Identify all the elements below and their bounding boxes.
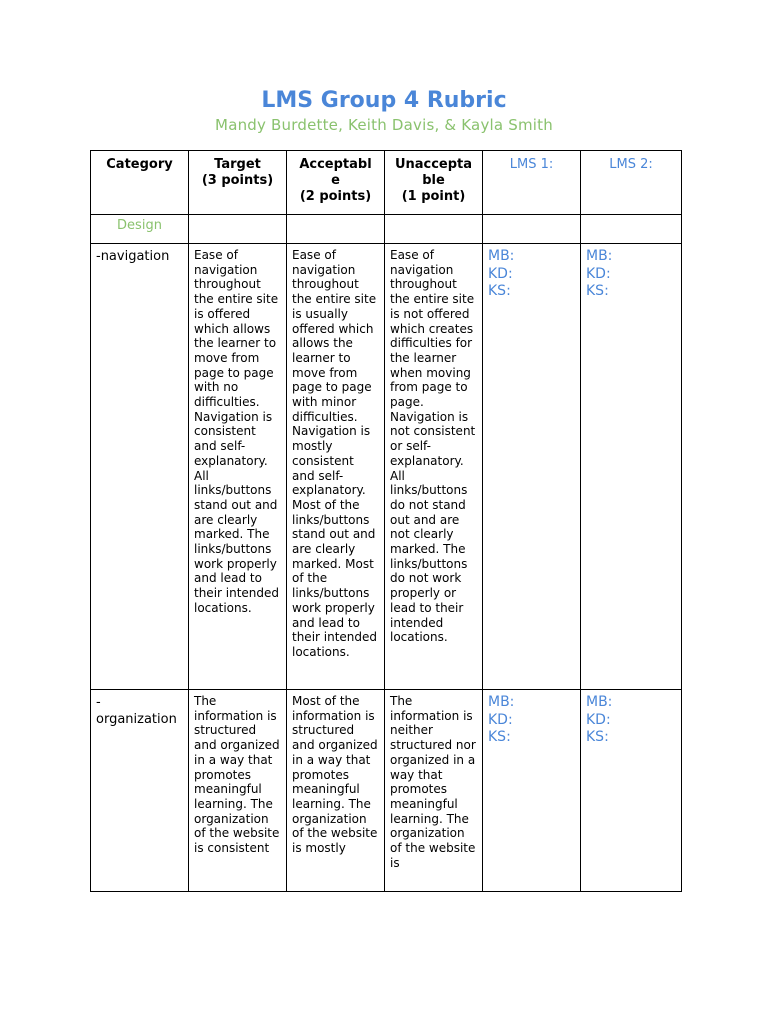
header-target: Target (3 points): [189, 151, 287, 215]
lms2-scores: [581, 244, 682, 690]
acceptable-cell: Ease of navigation throughout the entire site is usually offered which allows the learner to move from page to page with minor difficulties. Navigation is mostly consistent and self-explanatory. Most of the links/buttons stand out and are clearly marked. Most of the links/buttons work properly and lead to their intended locations.: [287, 244, 385, 690]
document-authors: Mandy Burdette, Keith Davis, & Kayla Smith: [215, 116, 553, 134]
document-title: LMS Group 4 Rubric: [261, 88, 507, 113]
empty-cell: [581, 215, 682, 244]
lms1-scores: [483, 244, 581, 690]
unacceptable-cell: Ease of navigation throughout the entire site is not offered which creates difficulties for the learner when moving from page to page. Navigation is not consistent or self-explanatory. All links/buttons do not stand out and are not clearly marked. The links/buttons do not work properly or lead to their intended locations.: [385, 244, 483, 690]
score-kd: KD:: [488, 711, 513, 728]
score-ks: KS:: [488, 729, 511, 745]
section-label: Design: [91, 215, 189, 244]
table-row: [91, 244, 682, 690]
empty-cell: [287, 215, 385, 244]
score-mb: MB:: [586, 248, 613, 264]
header-acceptable: Acceptabl e (2 points): [287, 151, 385, 215]
empty-cell: [385, 215, 483, 244]
score-ks: KS:: [586, 729, 609, 745]
score-kd: KD:: [586, 265, 611, 282]
score-kd: KD:: [488, 265, 513, 282]
empty-cell: [189, 215, 287, 244]
score-kd: KD:: [586, 711, 611, 728]
rubric-table: [90, 150, 682, 892]
header-lms2: LMS 2:: [581, 151, 682, 215]
lms2-scores: [581, 690, 682, 892]
score-mb: MB:: [488, 694, 515, 710]
lms1-scores: [483, 690, 581, 892]
unacceptable-cell: The information is neither structured nor organized in a way that promotes meaningful learning. The organization of the website is: [385, 690, 483, 892]
target-cell: The information is structured and organized in a way that promotes meaningful learning. The organization of the website is consistent: [189, 690, 287, 892]
row-category: - organization: [91, 690, 189, 892]
score-mb: MB:: [488, 248, 515, 264]
table-row: [91, 690, 682, 892]
section-row: [91, 215, 682, 244]
score-mb: MB:: [586, 694, 613, 710]
row-category: -navigation: [91, 244, 189, 690]
acceptable-cell: Most of the information is structured and organized in a way that promotes meaningful learning. The organization of the website is mostly: [287, 690, 385, 892]
header-category: Category: [91, 151, 189, 215]
header-row: [91, 151, 682, 215]
target-cell: Ease of navigation throughout the entire site is offered which allows the learner to move from page to page with no difficulties. Navigation is consistent and self-explanatory. All links/buttons stand out and are clearly marked. The links/buttons work properly and lead to their intended locations.: [189, 244, 287, 690]
score-ks: KS:: [488, 283, 511, 299]
score-ks: KS:: [586, 283, 609, 299]
header-unacceptable: Unaccepta ble (1 point): [385, 151, 483, 215]
header-lms1: LMS 1:: [483, 151, 581, 215]
empty-cell: [483, 215, 581, 244]
